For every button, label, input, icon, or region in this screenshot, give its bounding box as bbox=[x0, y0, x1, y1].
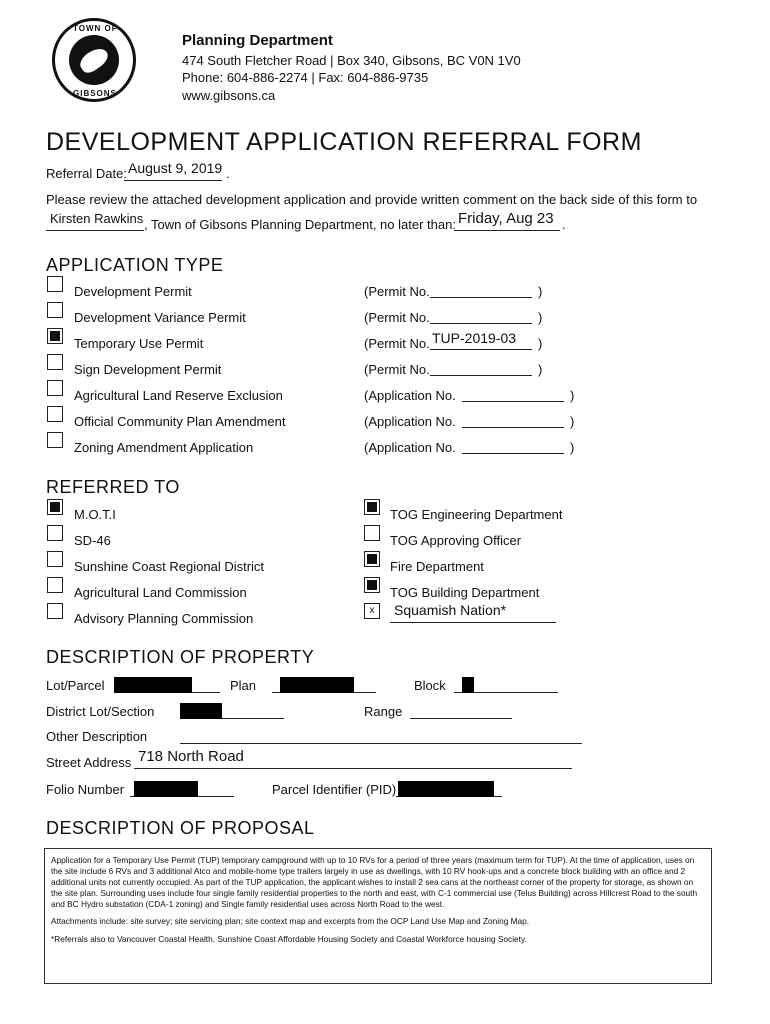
folio-number-label: Folio Number bbox=[46, 782, 125, 797]
application-type-checkbox[interactable] bbox=[47, 432, 63, 448]
plan-label: Plan bbox=[230, 678, 257, 693]
pid-label: Parcel Identifier (PID) bbox=[272, 782, 397, 797]
application-type-label: Zoning Amendment Application bbox=[74, 440, 254, 455]
referred-to-heading: REFERRED TO bbox=[46, 477, 180, 497]
street-address-label: Street Address bbox=[46, 755, 132, 770]
referral-agency-checkbox[interactable] bbox=[47, 551, 63, 567]
application-type-label: Temporary Use Permit bbox=[74, 336, 204, 351]
application-ref-label: (Application No. bbox=[364, 414, 456, 429]
other-description-line bbox=[180, 743, 582, 744]
proposal-box[interactable] bbox=[44, 848, 712, 984]
deadline-field[interactable]: Friday, Aug 23 bbox=[458, 210, 554, 227]
application-ref-line bbox=[430, 349, 532, 350]
application-ref-close: ) bbox=[538, 362, 543, 377]
application-ref-close: ) bbox=[538, 336, 543, 351]
referral-agency-label: Advisory Planning Commission bbox=[74, 611, 254, 626]
referral-department-label: TOG Engineering Department bbox=[390, 507, 563, 522]
application-ref-label: (Application No. bbox=[364, 388, 456, 403]
deadline-period: . bbox=[562, 217, 566, 232]
referral-department-label: TOG Approving Officer bbox=[390, 533, 522, 548]
district-lot-label: District Lot/Section bbox=[46, 704, 155, 719]
application-ref-close: ) bbox=[570, 440, 575, 455]
form-title: DEVELOPMENT APPLICATION REFERRAL FORM bbox=[46, 128, 642, 156]
folio-number-redaction bbox=[134, 781, 198, 797]
application-ref-field[interactable]: TUP-2019-03 bbox=[432, 330, 517, 346]
application-type-checkbox[interactable] bbox=[47, 380, 63, 396]
pid-redaction bbox=[398, 781, 494, 797]
application-type-label: Official Community Plan Amendment bbox=[74, 414, 286, 429]
application-ref-close: ) bbox=[538, 284, 543, 299]
other-referral-field[interactable]: Squamish Nation* bbox=[394, 602, 507, 618]
application-ref-label: (Permit No. bbox=[364, 284, 430, 299]
block-redaction bbox=[462, 677, 474, 693]
referral-department-checkbox[interactable] bbox=[364, 499, 380, 515]
referral-agency-label: M.O.T.I bbox=[74, 507, 116, 522]
block-label: Block bbox=[414, 678, 446, 693]
referral-agency-checkbox[interactable] bbox=[47, 577, 63, 593]
application-type-label: Agricultural Land Reserve Exclusion bbox=[74, 388, 283, 403]
application-type-checkbox[interactable] bbox=[47, 276, 63, 292]
application-ref-close: ) bbox=[538, 310, 543, 325]
application-ref-label: (Application No. bbox=[364, 440, 456, 455]
seal-center bbox=[69, 35, 119, 85]
application-ref-label: (Permit No. bbox=[364, 310, 430, 325]
referral-department-checkbox[interactable] bbox=[364, 525, 380, 541]
application-type-checkbox[interactable] bbox=[47, 328, 63, 344]
referral-date-line bbox=[124, 180, 222, 181]
recipient-suffix: , Town of Gibsons Planning Department, no later than: bbox=[144, 217, 456, 232]
department-name: Planning Department bbox=[182, 32, 333, 49]
instructions-text: Please review the attached development application and provide written comment on the back side of this form to bbox=[46, 192, 698, 207]
referral-department-label: TOG Building Department bbox=[390, 585, 540, 600]
proposal-paragraph-2: Attachments include: site survey; site servicing plan; site context map and excerpts from the OCP Land Use Map and Zoning Map. bbox=[51, 916, 530, 927]
referral-agency-checkbox[interactable] bbox=[47, 525, 63, 541]
recipient-field[interactable]: Kirsten Rawkins bbox=[50, 211, 144, 226]
referral-agency-label: Agricultural Land Commission bbox=[74, 585, 247, 600]
street-address-field[interactable]: 718 North Road bbox=[138, 748, 244, 765]
application-ref-line bbox=[430, 323, 532, 324]
plan-redaction bbox=[280, 677, 354, 693]
proposal-paragraph-1: Application for a Temporary Use Permit (TUP) temporary campground with up to 10 RVs for a period of three years (maximum term for TUP). At the time of application, uses on the site include 6 RVs and 3 additional Atco and mobile-home type trailers largely in use as dwellings, with 10 RV hook-ups and a concrete block building with an office and 2 additional units not currently occupied. As part of the TUP application, the applicant wishes to install 2 sea cans at the northeast corner of the property for storage, as shown on the site plan. Surrounding uses include four single family residential properties to the north and east, with C-1 commercial use (Telus Building) across Hillcrest Road to the south and BC Hydro substation (CDA-1 zoning) and Single family residential uses across North Road to the west. bbox=[51, 855, 698, 910]
other-description-label: Other Description bbox=[46, 729, 148, 744]
application-type-checkbox[interactable] bbox=[47, 354, 63, 370]
range-line bbox=[410, 718, 512, 719]
application-ref-line bbox=[462, 453, 564, 454]
application-ref-line bbox=[430, 375, 532, 376]
lot-redaction bbox=[114, 677, 192, 693]
deadline-line bbox=[454, 230, 560, 231]
other-referral-line bbox=[390, 622, 556, 623]
application-type-checkbox[interactable] bbox=[47, 406, 63, 422]
referral-date-field[interactable]: August 9, 2019 bbox=[128, 160, 223, 176]
referral-agency-checkbox[interactable] bbox=[47, 603, 63, 619]
application-type-label: Development Variance Permit bbox=[74, 310, 246, 325]
application-ref-label: (Permit No. bbox=[364, 362, 430, 377]
department-website: www.gibsons.ca bbox=[182, 88, 276, 103]
referral-agency-label: SD-46 bbox=[74, 533, 111, 548]
application-ref-line bbox=[430, 297, 532, 298]
application-type-label: Sign Development Permit bbox=[74, 362, 222, 377]
application-ref-label: (Permit No. bbox=[364, 336, 430, 351]
other-referral-checkbox[interactable]: x bbox=[364, 603, 380, 619]
application-type-heading: APPLICATION TYPE bbox=[46, 255, 224, 275]
application-ref-line bbox=[462, 401, 564, 402]
department-phone: Phone: 604-886-2274 | Fax: 604-886-9735 bbox=[182, 70, 429, 85]
referral-date-period: . bbox=[226, 166, 230, 181]
seal-top-text: TOWN OF bbox=[73, 24, 118, 33]
proposal-paragraph-3: *Referrals also to Vancouver Coastal Health, Sunshine Coast Affordable Housing Society and Coastal Workforce housing Society. bbox=[51, 933, 527, 944]
proposal-heading: DESCRIPTION OF PROPOSAL bbox=[46, 818, 315, 838]
application-ref-line bbox=[462, 427, 564, 428]
referral-department-label: Fire Department bbox=[390, 559, 484, 574]
fish-icon bbox=[77, 44, 112, 76]
lot-label: Lot/Parcel bbox=[46, 678, 105, 693]
referral-department-checkbox[interactable] bbox=[364, 577, 380, 593]
recipient-line bbox=[46, 230, 144, 231]
application-type-checkbox[interactable] bbox=[47, 302, 63, 318]
application-ref-close: ) bbox=[570, 388, 575, 403]
seal-bottom-text: GIBSONS bbox=[73, 89, 117, 98]
range-label: Range bbox=[364, 704, 403, 719]
referral-agency-label: Sunshine Coast Regional District bbox=[74, 559, 265, 574]
application-type-label: Development Permit bbox=[74, 284, 192, 299]
referral-agency-checkbox[interactable] bbox=[47, 499, 63, 515]
town-seal-logo bbox=[52, 18, 136, 102]
application-ref-close: ) bbox=[570, 414, 575, 429]
referral-date-label: Referral Date: bbox=[46, 166, 127, 181]
department-address: 474 South Fletcher Road | Box 340, Gibsons, BC V0N 1V0 bbox=[182, 53, 521, 68]
street-address-line bbox=[134, 768, 572, 769]
referral-department-checkbox[interactable] bbox=[364, 551, 380, 567]
property-heading: DESCRIPTION OF PROPERTY bbox=[46, 647, 315, 667]
district-lot-redaction bbox=[180, 703, 222, 719]
